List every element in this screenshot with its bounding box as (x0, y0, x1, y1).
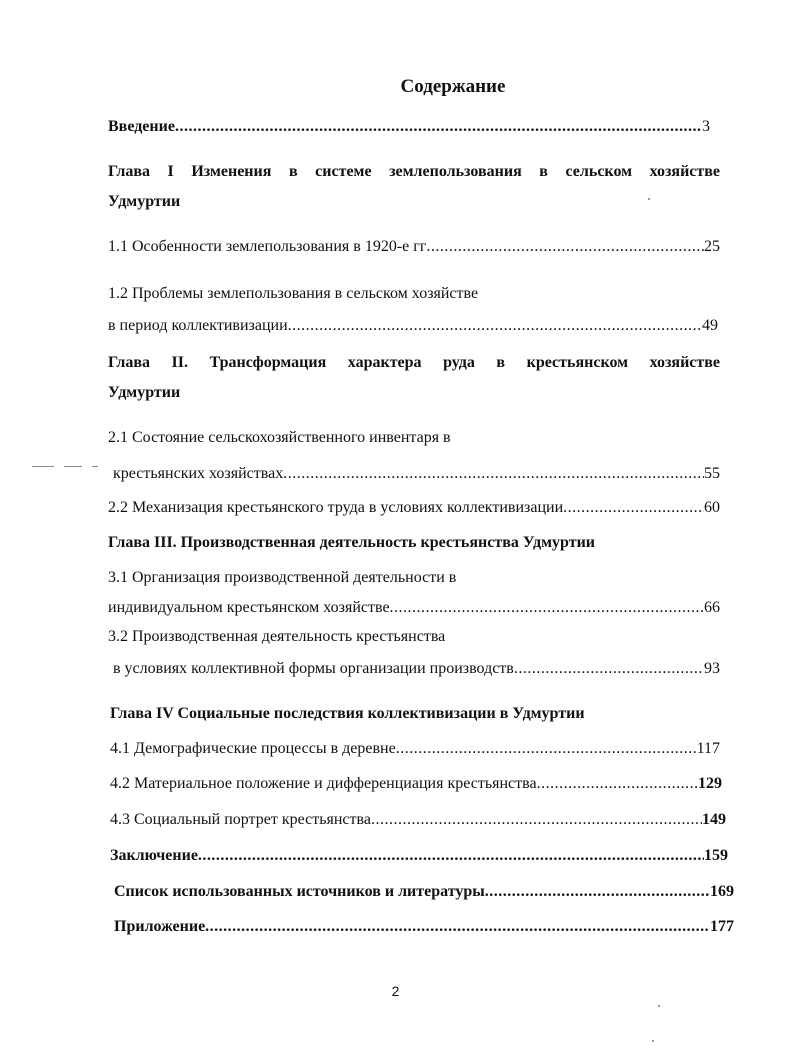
toc-entry-4-2 (110, 775, 722, 793)
chapter-1-heading-line1: Глава I Изменения в системе землепользования в сельском хозяйстве (108, 163, 720, 180)
toc-entry-page: 60 (704, 499, 720, 516)
toc-entry-1-2 (108, 317, 718, 335)
toc-entry-page: 117 (696, 740, 720, 757)
toc-entry-label: Список использованных источников и литературы (114, 883, 485, 900)
toc-entry-page: 66 (704, 599, 720, 616)
toc-entry-4-1 (110, 740, 720, 758)
toc-entry-page: 159 (704, 847, 728, 864)
chapter-2-heading-line2: Удмуртии (108, 384, 181, 401)
dot-leader (371, 811, 702, 829)
chapter-1-heading-line2: Удмуртии (108, 193, 181, 210)
toc-entry-1-1 (108, 238, 720, 256)
page-title: Содержание (400, 76, 506, 97)
toc-entry-4-3 (110, 811, 726, 829)
toc-entry-label: 1.1 Особенности землепользования в 1920-е гг (108, 238, 427, 255)
toc-entry-2-2 (108, 499, 720, 517)
toc-entry-page: 129 (698, 775, 722, 792)
dot-leader (514, 660, 704, 678)
toc-entry-sources (114, 883, 734, 901)
toc-entry-appendix (114, 918, 734, 936)
toc-entry-conclusion (110, 847, 728, 865)
toc-entry-3-1-line1: 3.1 Организация производственной деятельности в (108, 569, 457, 586)
toc-entry-label: 2.2 Механизация крестьянского труда в условиях коллективизации (108, 499, 564, 516)
dot-leader (426, 238, 704, 256)
chapter-4-heading: Глава IV Социальные последствия коллективизации в Удмуртии (110, 705, 585, 722)
toc-entry-2-1 (113, 465, 720, 483)
dot-leader (205, 918, 710, 936)
toc-entry-page: 93 (704, 660, 720, 677)
toc-entry-label: 4.2 Материальное положение и дифференциация крестьянства (110, 775, 537, 792)
dot-leader (198, 847, 704, 865)
toc-entry-3-1 (108, 599, 720, 617)
toc-entry-page: 49 (702, 317, 718, 334)
toc-entry-label: крестьянских хозяйствах (113, 465, 284, 482)
toc-entry-1-2-line1: 1.2 Проблемы землепользования в сельском хозяйстве (108, 285, 479, 302)
dot-leader (485, 883, 710, 901)
toc-entry-label: 4.1 Демографические процессы в деревне (110, 740, 396, 757)
page-number: 2 (391, 983, 400, 999)
toc-entry-3-2 (113, 660, 720, 678)
chapter-2-heading-line1: Глава II. Трансформация характера руда в крестьянском хозяйстве (108, 354, 720, 371)
toc-entry-label: Приложение (114, 918, 206, 935)
toc-entry-label: Введение (108, 118, 175, 135)
dot-leader (175, 118, 702, 136)
dot-leader (537, 775, 698, 793)
toc-entry-page: 169 (710, 883, 734, 900)
toc-entry-label: 4.3 Социальный портрет крестьянства (110, 811, 371, 828)
dot-leader (390, 599, 704, 617)
toc-entry-3-2-line1: 3.2 Производственная деятельность крестьянства (108, 628, 446, 645)
dot-leader (396, 740, 697, 758)
toc-entry-page: 55 (704, 465, 720, 482)
dot-leader (283, 465, 704, 483)
toc-entry-label: Заключение (110, 847, 198, 864)
toc-entry-label: индивидуальном крестьянском хозяйстве (108, 599, 390, 616)
toc-entry-2-1-line1: 2.1 Состояние сельскохозяйственного инвентаря в (108, 429, 451, 446)
toc-entry-intro (108, 118, 710, 136)
toc-entry-page: 3 (702, 118, 710, 135)
toc-entry-page: 25 (704, 238, 720, 255)
chapter-3-heading: Глава III. Производственная деятельность крестьянства Удмуртии (108, 534, 596, 551)
toc-entry-label: в период коллективизации (108, 317, 288, 334)
dot-leader (563, 499, 704, 517)
dot-leader (288, 317, 702, 335)
toc-entry-page: 149 (702, 811, 726, 828)
toc-entry-page: 177 (710, 918, 734, 935)
toc-entry-label: в условиях коллективной формы организации производств (113, 660, 514, 677)
